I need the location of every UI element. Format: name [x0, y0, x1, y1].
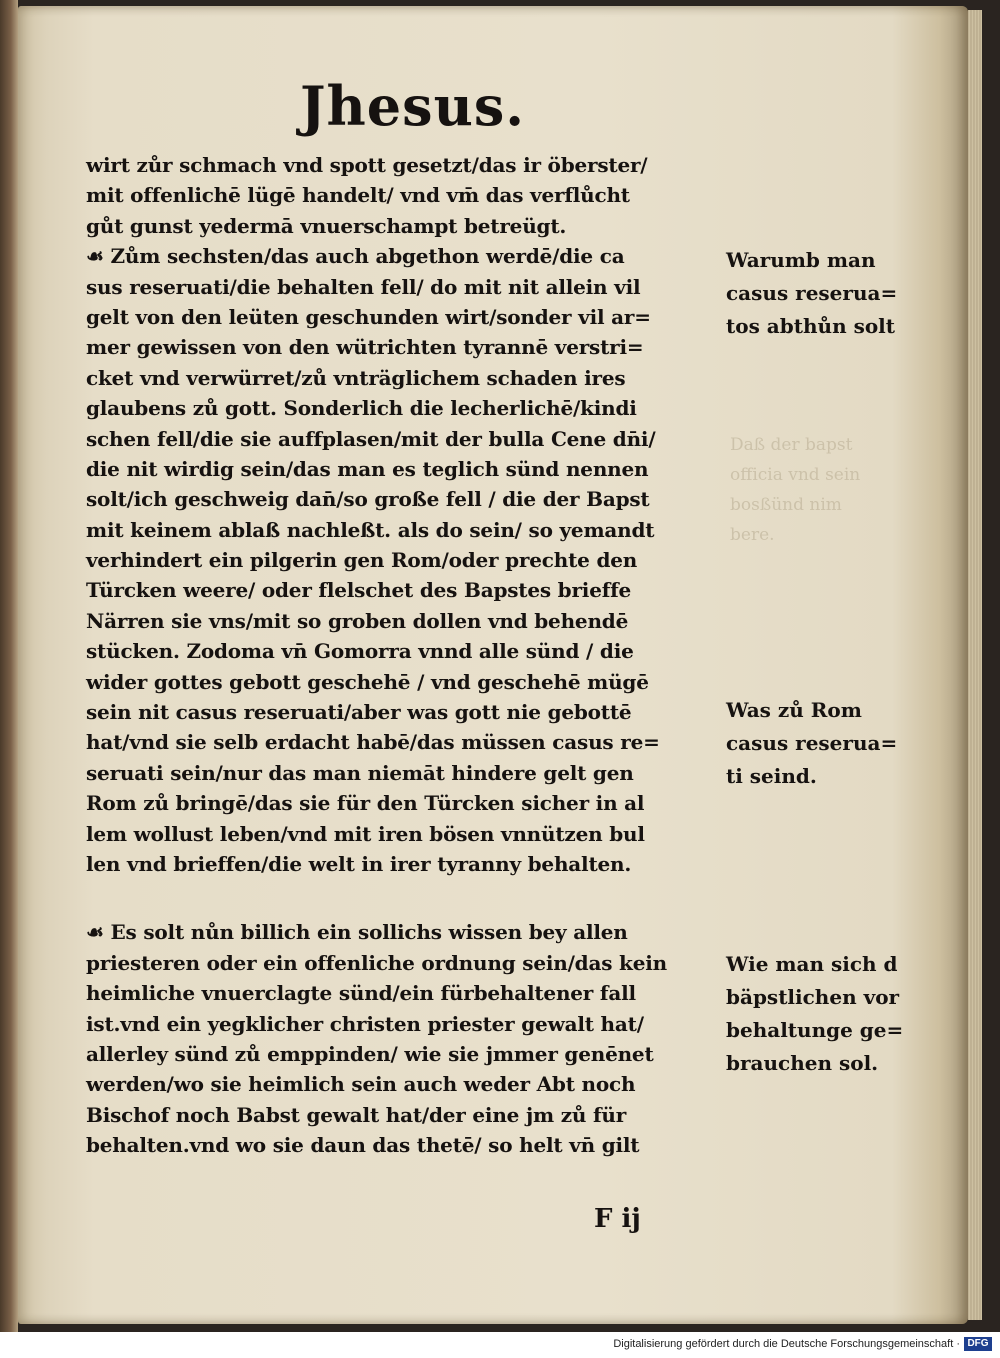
paragraph [86, 917, 722, 1160]
note-line: tos abthůn solt [726, 314, 896, 338]
text-line: sein nit casus reseruati/aber was gott nie gebottē [86, 700, 632, 725]
signature-mark: F ij [594, 1204, 641, 1234]
text-line: Närren sie vns/mit so groben dollen vnd behendē [86, 608, 629, 633]
marginal-note [726, 948, 936, 1080]
page-stack-edge [968, 10, 982, 1320]
text-line: gelt von den leüten geschunden wirt/sonder vil ar= [86, 304, 651, 329]
text-line: sus reseruati/die behalten fell/ do mit nit allein vil [86, 274, 641, 299]
text-line: behalten.vnd wo sie daun das thetē/ so helt vn̄ gilt [86, 1133, 640, 1158]
text-line: hat/vnd sie selb erdacht habē/das müssen casus re= [86, 730, 660, 755]
dfg-logo-icon: DFG [964, 1337, 992, 1351]
text-line: wirt zůr schmach vnd spott gesetzt/das ir öberster/ [86, 153, 648, 177]
text-line: stücken. Zodoma vn̄ Gomorra vnnd alle sünd / die [86, 639, 634, 664]
note-line: Was zů Rom [726, 698, 862, 722]
paragraph [86, 150, 722, 241]
text-line: die nit wirdig sein/das man es teglich sünd nennen [86, 456, 649, 481]
marginal-note [726, 694, 936, 793]
main-text-block [86, 150, 722, 1161]
note-line: brauchen sol. [726, 1051, 879, 1075]
text-line: verhindert ein pilgerin gen Rom/oder prechte den [86, 548, 638, 573]
funding-credit: Digitalisierung gefördert durch die Deutsche Forschungsgemeinschaft · [613, 1338, 960, 1350]
text-line: heimliche vnuerclagte sünd/ein fürbehaltener fall [86, 981, 636, 1006]
text-line: len vnd brieffen/die welt in irer tyranny behalten. [86, 851, 632, 876]
text-line: seruati sein/nur das man niemāt hindere gelt gen [86, 760, 634, 785]
book-binding-edge [0, 0, 18, 1332]
text-line: Türcken weere/ oder flelschet des Bapstes brieffe [86, 578, 632, 603]
text-line: ☙ Es solt nůn billich ein sollichs wissen bey allen [86, 920, 628, 945]
text-line: priesteren oder ein offenliche ordnung sein/das kein [86, 950, 667, 975]
marginal-note [726, 244, 936, 343]
note-line: bäpstlichen vor [726, 985, 900, 1009]
text-line: solt/ich geschweig dan̄/so große fell / die der Bapst [86, 487, 650, 512]
paragraph [86, 241, 722, 879]
text-line: gůt gunst yedermā vnuerschampt betreügt. [86, 213, 567, 238]
text-line: ☙ Zům sechsten/das auch abgethon werdē/die ca [86, 244, 625, 269]
text-line: mit offenlichē lügē handelt/ vnd vm̄ das verflůcht [86, 183, 630, 208]
text-line: werden/wo sie heimlich sein auch weder Abt noch [86, 1072, 636, 1097]
text-line: allerley sünd zů emppinden/ wie sie jmmer genēnet [86, 1041, 654, 1066]
text-line: Bischof noch Babst gewalt hat/der eine jm zů für [86, 1102, 627, 1127]
note-line: behaltunge ge= [726, 1018, 904, 1042]
bleed-through-text: Daß der bapst officia vnd sein bosßünd nim bere. [730, 435, 861, 545]
text-line: mit keinem ablaß nachleßt. als do sein/ so yemandt [86, 517, 655, 542]
text-line: ist.vnd ein yegklicher christen priester gewalt hat/ [86, 1011, 644, 1036]
note-line: Warumb man [726, 248, 876, 272]
note-line: ti seind. [726, 764, 817, 788]
text-line: Rom zů bringē/das sie für den Türcken sicher in al [86, 791, 645, 816]
running-head: Jhesus. [300, 74, 526, 138]
text-line: mer gewissen von den wütrichten tyrannē verstri= [86, 335, 644, 360]
text-line: lem wollust leben/vnd mit iren bösen vnnützen bul [86, 821, 645, 846]
text-line: schen fell/die sie auffplasen/mit der bulla Cene dn̄i/ [86, 426, 656, 451]
note-line: casus reserua= [726, 731, 898, 755]
text-line: cket vnd verwürret/zů vnträglichem schaden ires [86, 365, 626, 390]
note-line: casus reserua= [726, 281, 898, 305]
note-line: Wie man sich d [726, 952, 898, 976]
text-line: wider gottes gebott geschehē / vnd geschehē mügē [86, 669, 649, 694]
text-line: glaubens zů gott. Sonderlich die lecherlichē/kindi [86, 396, 637, 421]
